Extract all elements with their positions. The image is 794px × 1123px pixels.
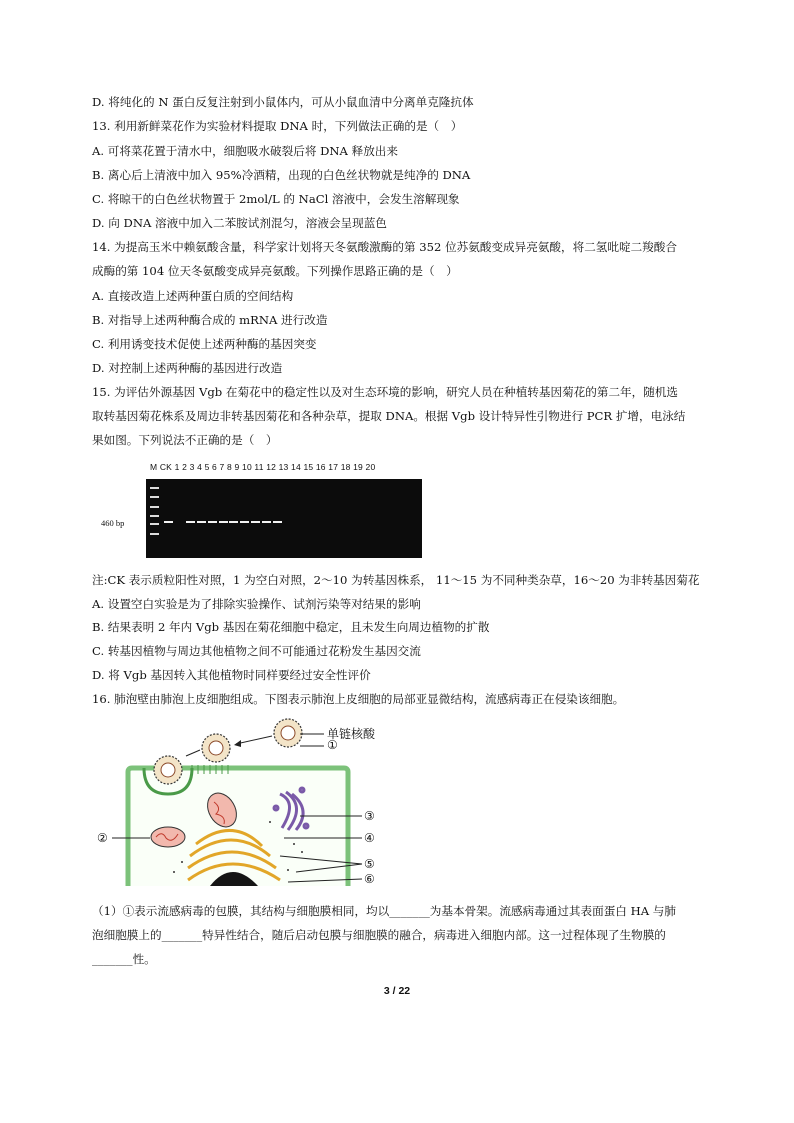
ladder-band [150, 487, 159, 489]
gel-band-3 [197, 521, 206, 523]
option-d: D. 向 DNA 溶液中加入二苯胺试剂混匀，溶液会呈现蓝色 [92, 216, 387, 230]
option-c: C. 转基因植物与周边其他植物之间不可能通过花粉发生基因交流 [92, 644, 421, 658]
marker-2: ② [97, 831, 108, 845]
page-number: 3 / 22 [383, 985, 411, 997]
gel-band-CK [164, 521, 173, 523]
gel-band-5 [219, 521, 228, 523]
gel-band-2 [186, 521, 195, 523]
option-a: A. 设置空白实验是为了排除实验操作、试剂污染等对结果的影响 [92, 597, 421, 611]
virus-approaching [274, 719, 302, 747]
gel-band-8 [251, 521, 260, 523]
gel-lane-header: M CK 1 2 3 4 5 6 7 8 9 10 11 12 13 14 15 16 17 18 19 20 [150, 462, 376, 472]
ladder-band [150, 506, 159, 508]
option-c: C. 将晾干的白色丝状物置于 2mol/L 的 NaCl 溶液中，会发生溶解现象 [92, 192, 460, 206]
question-15-cont: 果如图。下列说法不正确的是（ ） [92, 433, 278, 447]
gel-size-label: 460 bp [101, 518, 125, 528]
gel-band-10 [273, 521, 282, 523]
gel-band-7 [240, 521, 249, 523]
ladder-band [150, 523, 159, 525]
option-b: B. 对指导上述两种酶合成的 mRNA 进行改造 [92, 313, 328, 327]
question-14: 14. 为提高玉米中赖氨酸含量，科学家计划将天冬氨酸激酶的第 352 位苏氨酸变成异亮氨酸，将二氢吡啶二羧酸合 [92, 240, 677, 254]
option-b: B. 结果表明 2 年内 Vgb 基因在菊花细胞中稳定，且未发生向周边植物的扩散 [92, 620, 490, 634]
question-15-cont: 取转基因菊花株系及周边非转基因菊花和各种杂草，提取 DNA。根据 Vgb 设计特异性引物进行 PCR 扩增，电泳结 [92, 409, 686, 423]
question-16: 16. 肺泡壁由肺泡上皮细胞组成。下图表示肺泡上皮细胞的局部亚显微结构，流感病毒正在侵染该细胞。 [92, 692, 625, 706]
marker-1: ① [327, 738, 338, 752]
virus-approaching [202, 734, 230, 762]
ladder-band [150, 533, 159, 535]
mitochondrion-icon [151, 827, 185, 847]
ladder-band [150, 496, 159, 498]
marker-5: ⑤ [364, 857, 375, 871]
question-16-part1-cont: 泡细胞膜上的_______特异性结合，随后启动包膜与细胞膜的融合，病毒进入细胞内部。这一过程体现了生物膜的 [92, 928, 666, 942]
option-d: D. 对控制上述两种酶的基因进行改造 [92, 361, 283, 375]
ladder-band [150, 515, 159, 517]
option-c: C. 利用诱变技术促使上述两种酶的基因突变 [92, 337, 317, 351]
option-b: B. 离心后上清液中加入 95%冷酒精，出现的白色丝状物就是纯净的 DNA [92, 168, 471, 182]
question-14-cont: 成酶的第 104 位天冬氨酸变成异亮氨酸。下列操作思路正确的是（ ） [92, 264, 458, 278]
marker-3: ③ [364, 809, 375, 823]
marker-4: ④ [364, 831, 375, 845]
question-13: 13. 利用新鲜菜花作为实验材料提取 DNA 时，下列做法正确的是（ ） [92, 119, 463, 133]
option-d: D. 将 Vgb 基因转入其他植物时同样要经过安全性评价 [92, 668, 371, 682]
gel-electrophoresis-image [146, 479, 422, 558]
gel-band-4 [208, 521, 217, 523]
question-16-part1-cont: _______性。 [92, 952, 156, 966]
gel-band-6 [229, 521, 238, 523]
gel-band-9 [262, 521, 271, 523]
marker-6: ⑥ [364, 872, 375, 886]
figure-note: 注:CK 表示质粒阳性对照，1 为空白对照，2～10 为转基因株系， 11～15 为不同种类杂草，16～20 为非转基因菊花 [92, 573, 700, 587]
text-line: D. 将纯化的 N 蛋白反复注射到小鼠体内，可从小鼠血清中分离单克隆抗体 [92, 95, 474, 109]
question-15: 15. 为评估外源基因 Vgb 在菊花中的稳定性以及对生态环境的影响，研究人员在种植转基因菊花的第二年，随机选 [92, 385, 679, 399]
label-single-strand-nucleic-acid: 单链核酸 [327, 727, 376, 741]
question-16-part1: （1）①表示流感病毒的包膜，其结构与细胞膜相同，均以_______为基本骨架。流感病毒通过其表面蛋白 HA 与肺 [92, 904, 676, 918]
option-a: A. 可将菜花置于清水中，细胞吸水破裂后将 DNA 释放出来 [92, 144, 398, 158]
option-a: A. 直接改造上述两种蛋白质的空间结构 [92, 289, 294, 303]
